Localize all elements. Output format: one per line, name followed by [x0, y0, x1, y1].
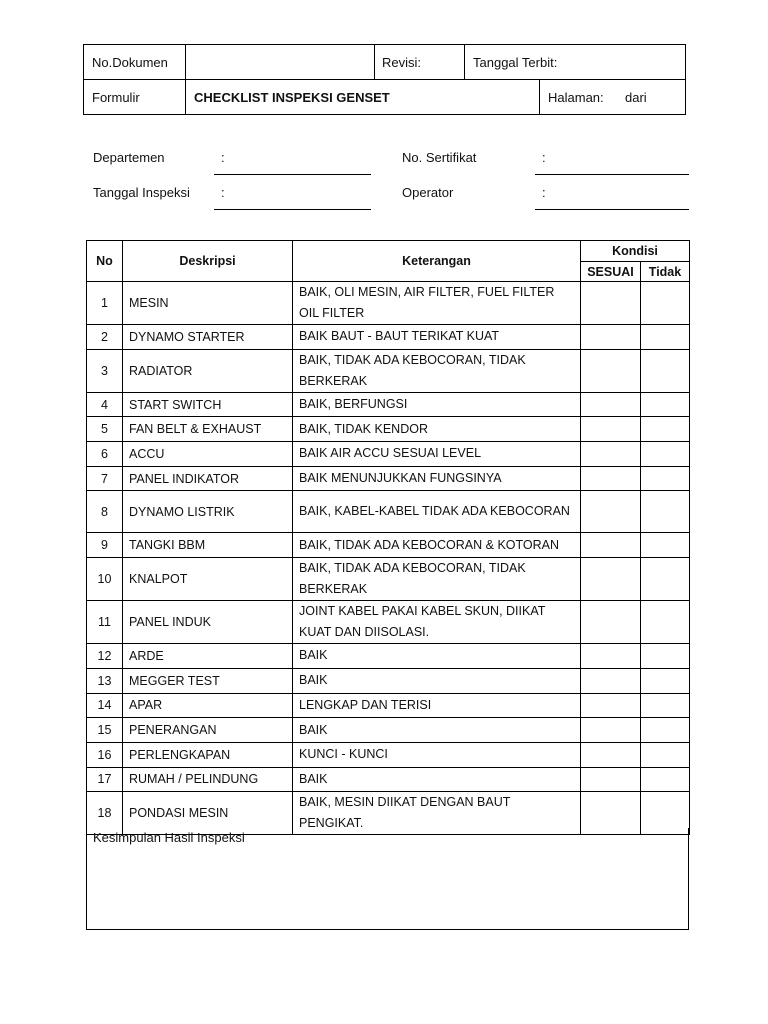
- tidak-checkbox-cell[interactable]: [641, 325, 690, 350]
- sesuai-checkbox-cell[interactable]: [581, 742, 641, 767]
- row-deskripsi: PANEL INDIKATOR: [123, 466, 293, 491]
- table-row: [87, 466, 690, 491]
- tanggal-terbit-label: Tanggal Terbit:: [473, 54, 558, 70]
- row-number: 11: [87, 601, 123, 644]
- table-row: [87, 693, 690, 718]
- sesuai-checkbox-cell[interactable]: [581, 417, 641, 442]
- document-header: [83, 44, 686, 115]
- row-deskripsi: PANEL INDUK: [123, 601, 293, 644]
- tidak-checkbox-cell[interactable]: [641, 668, 690, 693]
- sesuai-checkbox-cell[interactable]: [581, 282, 641, 325]
- row-number: 14: [87, 693, 123, 718]
- table-row: [87, 282, 690, 325]
- sesuai-checkbox-cell[interactable]: [581, 533, 641, 558]
- row-deskripsi: DYNAMO LISTRIK: [123, 491, 293, 533]
- row-number: 5: [87, 417, 123, 442]
- halaman-label: Halaman:: [548, 89, 604, 105]
- row-number: 9: [87, 533, 123, 558]
- sesuai-checkbox-cell[interactable]: [581, 693, 641, 718]
- row-number: 15: [87, 718, 123, 743]
- row-keterangan: BAIK, MESIN DIIKAT DENGAN BAUT PENGIKAT.: [293, 792, 581, 835]
- table-row: [87, 533, 690, 558]
- row-keterangan: BAIK: [293, 718, 581, 743]
- form-title: CHECKLIST INSPEKSI GENSET: [194, 89, 390, 105]
- departemen-field[interactable]: [214, 174, 371, 175]
- row-deskripsi: PERLENGKAPAN: [123, 742, 293, 767]
- row-deskripsi: APAR: [123, 693, 293, 718]
- dari-label: dari: [625, 89, 647, 105]
- sesuai-checkbox-cell[interactable]: [581, 558, 641, 601]
- sesuai-checkbox-cell[interactable]: [581, 644, 641, 669]
- sesuai-checkbox-cell[interactable]: [581, 442, 641, 467]
- tidak-checkbox-cell[interactable]: [641, 693, 690, 718]
- row-deskripsi: PONDASI MESIN: [123, 792, 293, 835]
- table-row: [87, 742, 690, 767]
- tidak-checkbox-cell[interactable]: [641, 767, 690, 792]
- row-keterangan: BAIK MENUNJUKKAN FUNGSINYA: [293, 466, 581, 491]
- row-keterangan: BAIK, KABEL-KABEL TIDAK ADA KEBOCORAN: [293, 491, 581, 533]
- row-keterangan: BAIK, TIDAK ADA KEBOCORAN, TIDAK BERKERAK: [293, 349, 581, 392]
- table-row: [87, 644, 690, 669]
- row-keterangan: BAIK, TIDAK KENDOR: [293, 417, 581, 442]
- row-number: 17: [87, 767, 123, 792]
- col-header-no: No: [87, 241, 123, 282]
- sesuai-checkbox-cell[interactable]: [581, 491, 641, 533]
- row-deskripsi: ARDE: [123, 644, 293, 669]
- operator-colon: :: [542, 185, 546, 200]
- no-sertifikat-field[interactable]: [535, 174, 689, 175]
- tidak-checkbox-cell[interactable]: [641, 466, 690, 491]
- col-header-keterangan: Keterangan: [293, 241, 581, 282]
- row-number: 12: [87, 644, 123, 669]
- tanggal-inspeksi-field[interactable]: [214, 209, 371, 210]
- row-keterangan: BAIK BAUT - BAUT TERIKAT KUAT: [293, 325, 581, 350]
- tanggal-inspeksi-colon: :: [221, 185, 225, 200]
- row-number: 1: [87, 282, 123, 325]
- sesuai-checkbox-cell[interactable]: [581, 392, 641, 417]
- row-deskripsi: FAN BELT & EXHAUST: [123, 417, 293, 442]
- row-keterangan: BAIK, TIDAK ADA KEBOCORAN, TIDAK BERKERAK: [293, 558, 581, 601]
- col-header-deskripsi: Deskripsi: [123, 241, 293, 282]
- row-keterangan: LENGKAP DAN TERISI: [293, 693, 581, 718]
- row-keterangan: BAIK AIR ACCU SESUAI LEVEL: [293, 442, 581, 467]
- row-keterangan: JOINT KABEL PAKAI KABEL SKUN, DIIKAT KUAT DAN DIISOLASI.: [293, 601, 581, 644]
- table-row: [87, 668, 690, 693]
- row-number: 7: [87, 466, 123, 491]
- sesuai-checkbox-cell[interactable]: [581, 325, 641, 350]
- tidak-checkbox-cell[interactable]: [641, 417, 690, 442]
- no-sertifikat-label: No. Sertifikat: [402, 150, 477, 165]
- tidak-checkbox-cell[interactable]: [641, 601, 690, 644]
- no-sertifikat-colon: :: [542, 150, 546, 165]
- doc-no-label: No.Dokumen: [92, 54, 168, 70]
- tanggal-inspeksi-label: Tanggal Inspeksi: [93, 185, 190, 200]
- row-deskripsi: MESIN: [123, 282, 293, 325]
- departemen-label: Departemen: [93, 150, 165, 165]
- row-keterangan: BAIK: [293, 668, 581, 693]
- row-deskripsi: START SWITCH: [123, 392, 293, 417]
- sesuai-checkbox-cell[interactable]: [581, 466, 641, 491]
- table-row: [87, 601, 690, 644]
- tidak-checkbox-cell[interactable]: [641, 558, 690, 601]
- row-number: 2: [87, 325, 123, 350]
- table-row: [87, 718, 690, 743]
- sesuai-checkbox-cell[interactable]: [581, 767, 641, 792]
- tidak-checkbox-cell[interactable]: [641, 491, 690, 533]
- row-deskripsi: TANGKI BBM: [123, 533, 293, 558]
- formulir-label: Formulir: [92, 89, 140, 105]
- sesuai-checkbox-cell[interactable]: [581, 668, 641, 693]
- row-deskripsi: MEGGER TEST: [123, 668, 293, 693]
- row-keterangan: KUNCI - KUNCI: [293, 742, 581, 767]
- row-number: 8: [87, 491, 123, 533]
- tidak-checkbox-cell[interactable]: [641, 282, 690, 325]
- row-keterangan: BAIK, BERFUNGSI: [293, 392, 581, 417]
- row-number: 4: [87, 392, 123, 417]
- tidak-checkbox-cell[interactable]: [641, 644, 690, 669]
- row-deskripsi: KNALPOT: [123, 558, 293, 601]
- conclusion-box[interactable]: [86, 828, 689, 930]
- row-number: 6: [87, 442, 123, 467]
- table-row: [87, 349, 690, 392]
- checklist-table: [86, 240, 690, 835]
- row-keterangan: BAIK: [293, 644, 581, 669]
- conclusion-label: Kesimpulan Hasil Inspeksi: [93, 830, 245, 845]
- sesuai-checkbox-cell[interactable]: [581, 718, 641, 743]
- row-number: 13: [87, 668, 123, 693]
- col-header-sesuai: SESUAI: [581, 262, 641, 282]
- operator-label: Operator: [402, 185, 454, 200]
- table-row: [87, 558, 690, 601]
- table-row: [87, 767, 690, 792]
- col-header-tidak: Tidak: [641, 262, 690, 282]
- operator-field[interactable]: [535, 209, 689, 210]
- sesuai-checkbox-cell[interactable]: [581, 349, 641, 392]
- row-number: 18: [87, 792, 123, 835]
- col-header-kondisi: Kondisi: [581, 241, 690, 262]
- sesuai-checkbox-cell[interactable]: [581, 601, 641, 644]
- tidak-checkbox-cell[interactable]: [641, 349, 690, 392]
- doc-no-value[interactable]: [186, 45, 374, 79]
- table-row: [87, 491, 690, 533]
- revisi-label: Revisi:: [382, 54, 422, 70]
- tidak-checkbox-cell[interactable]: [641, 718, 690, 743]
- row-deskripsi: ACCU: [123, 442, 293, 467]
- row-deskripsi: DYNAMO STARTER: [123, 325, 293, 350]
- departemen-colon: :: [221, 150, 225, 165]
- row-number: 16: [87, 742, 123, 767]
- row-deskripsi: RUMAH / PELINDUNG: [123, 767, 293, 792]
- table-row: [87, 325, 690, 350]
- row-keterangan: BAIK, TIDAK ADA KEBOCORAN & KOTORAN: [293, 533, 581, 558]
- row-number: 10: [87, 558, 123, 601]
- table-row: [87, 392, 690, 417]
- row-keterangan: BAIK: [293, 767, 581, 792]
- tidak-checkbox-cell[interactable]: [641, 533, 690, 558]
- row-number: 3: [87, 349, 123, 392]
- row-keterangan: BAIK, OLI MESIN, AIR FILTER, FUEL FILTER OIL FILTER: [293, 282, 581, 325]
- table-row: [87, 417, 690, 442]
- tidak-checkbox-cell[interactable]: [641, 392, 690, 417]
- tidak-checkbox-cell[interactable]: [641, 742, 690, 767]
- table-row: [87, 442, 690, 467]
- row-deskripsi: RADIATOR: [123, 349, 293, 392]
- tidak-checkbox-cell[interactable]: [641, 442, 690, 467]
- row-deskripsi: PENERANGAN: [123, 718, 293, 743]
